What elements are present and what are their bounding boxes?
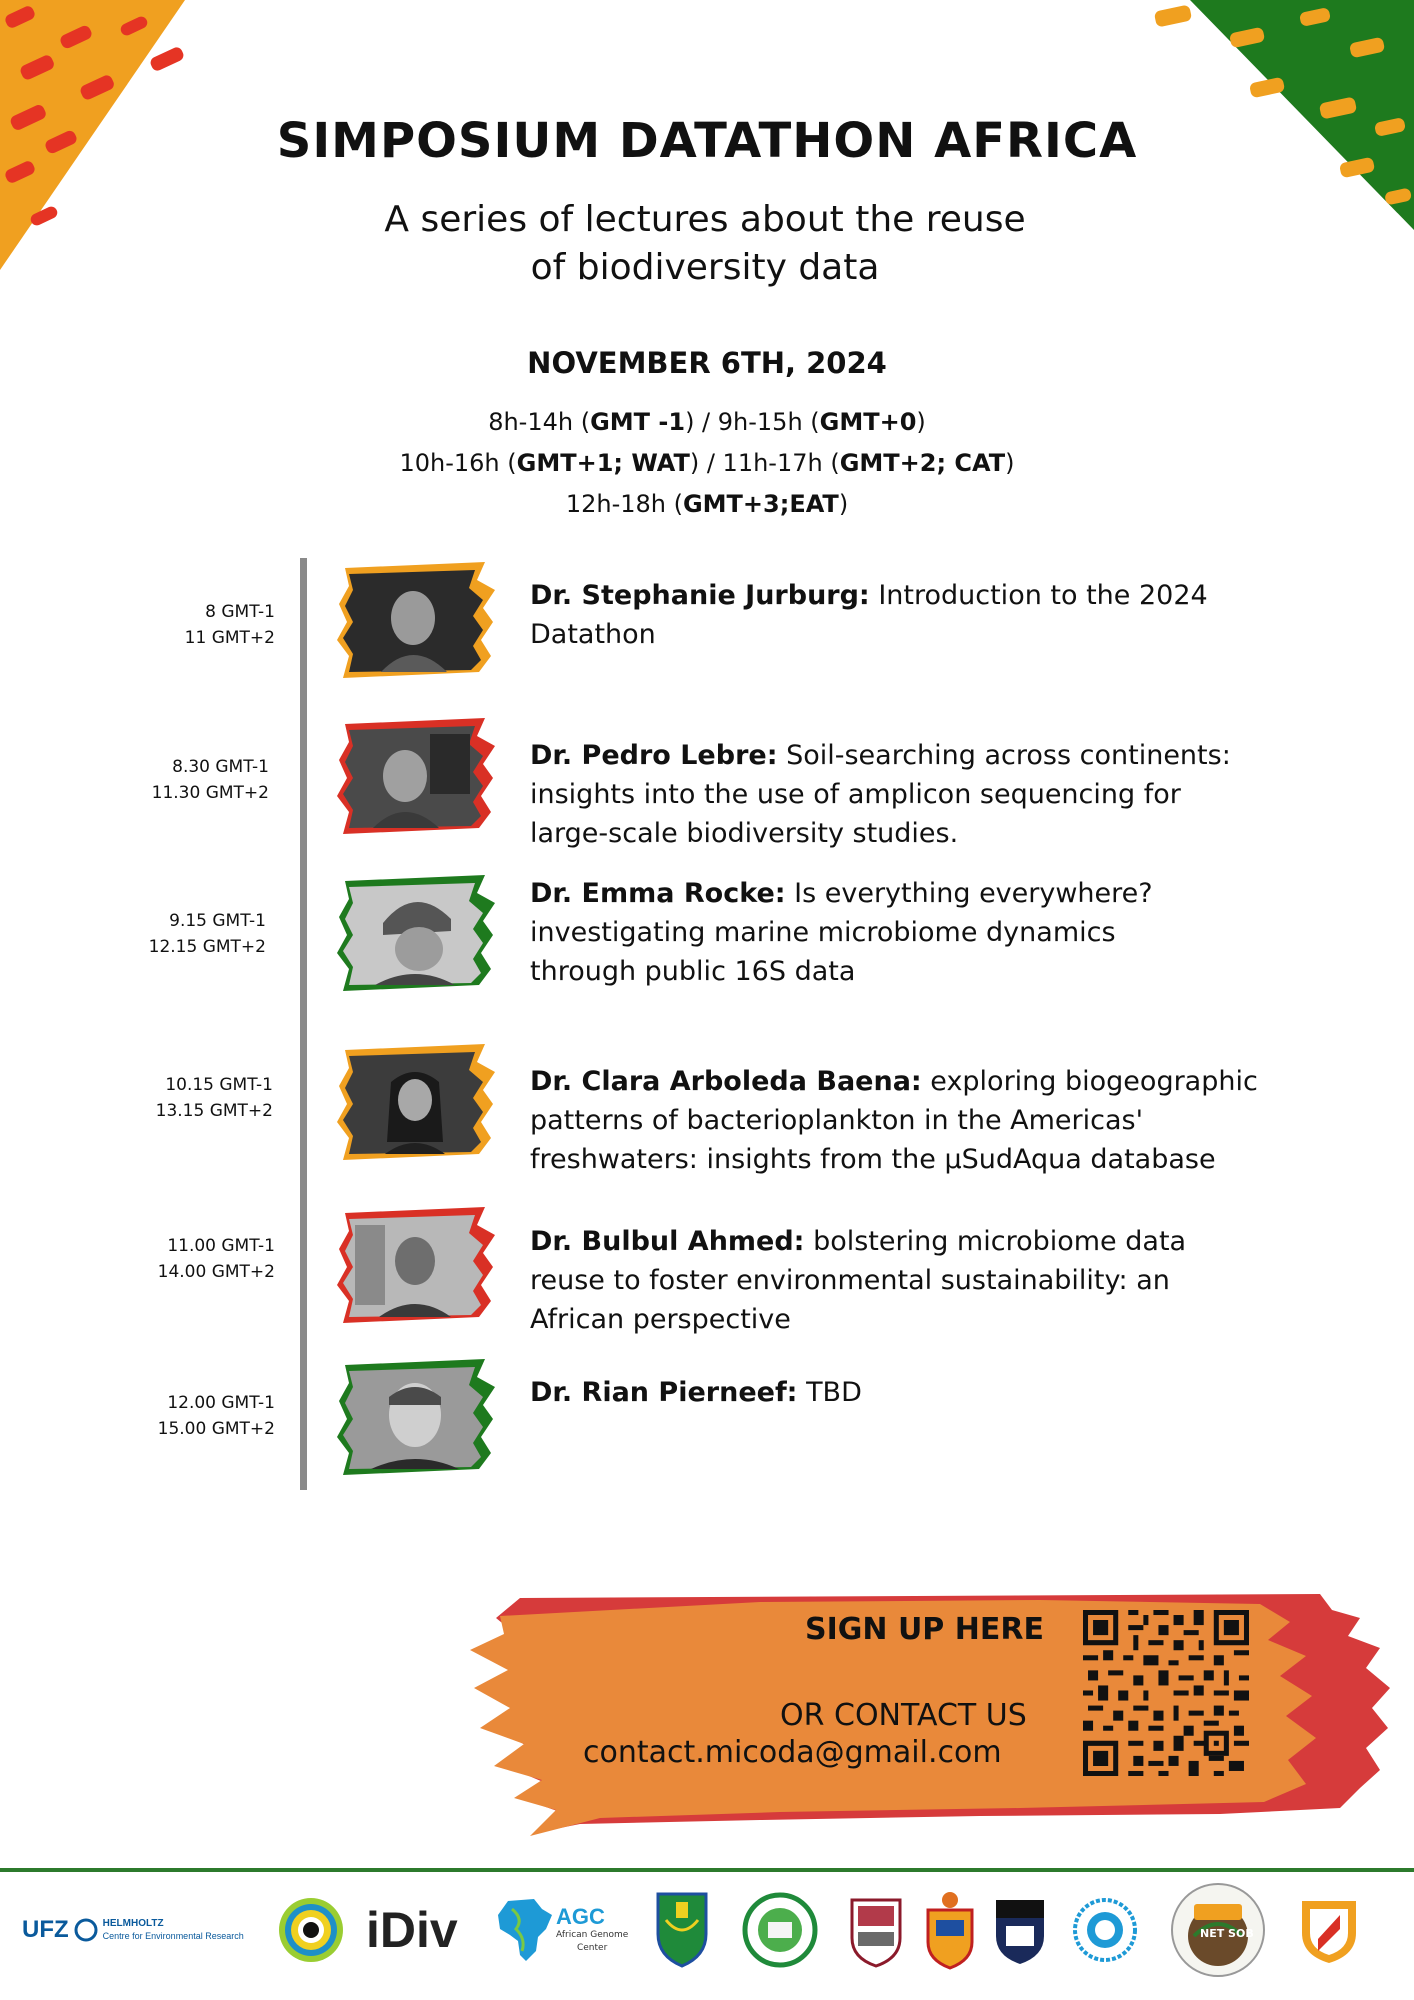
tz-text: ) bbox=[838, 490, 849, 518]
talk-title: TBD bbox=[797, 1377, 862, 1408]
round-seal-icon bbox=[1072, 1897, 1138, 1963]
tz-bold: GMT -1 bbox=[590, 408, 686, 436]
tz-text: ) / 9h-15h ( bbox=[685, 408, 820, 436]
speaker-photo bbox=[335, 560, 495, 680]
footer-divider bbox=[0, 1868, 1414, 1872]
idiv-text: iDiv bbox=[366, 1902, 458, 1958]
speaker-name: Dr. Rian Pierneef: bbox=[530, 1377, 798, 1408]
agc-text: AGC bbox=[556, 1904, 605, 1929]
qr-code[interactable] bbox=[1083, 1610, 1249, 1776]
talk-title: reuse to foster environmental sustainability: an bbox=[530, 1265, 1170, 1296]
tz-text: ) bbox=[1005, 449, 1015, 477]
university-crest-4 bbox=[922, 1890, 978, 1970]
eye-icon bbox=[276, 1895, 346, 1965]
tz-bold: GMT+3;EAT bbox=[682, 490, 839, 518]
talk-time bbox=[20, 1390, 275, 1442]
subtitle-line-1: A series of lectures about the reuse bbox=[384, 199, 1026, 240]
talk-time-gmt-minus-1: 10.15 GMT-1 bbox=[165, 1075, 273, 1095]
talk-time-gmt-minus-1: 11.00 GMT-1 bbox=[167, 1236, 275, 1256]
speaker-photo bbox=[335, 1357, 495, 1477]
talk-title: large-scale biodiversity studies. bbox=[530, 818, 959, 849]
speaker-photo bbox=[335, 1205, 495, 1325]
talk-time bbox=[18, 1072, 273, 1124]
talk-title: Introduction to the 2024 bbox=[869, 580, 1208, 611]
netsob-text: NET SOB bbox=[1200, 1927, 1254, 1940]
talk-title: Is everything everywhere? bbox=[785, 878, 1153, 909]
timezone-line-3 bbox=[0, 490, 1414, 518]
timeline-bar bbox=[300, 558, 307, 1490]
eye-logo bbox=[276, 1890, 346, 1970]
talk-title: insights into the use of amplicon sequencing for bbox=[530, 779, 1181, 810]
shield-icon bbox=[992, 1892, 1048, 1968]
university-crest-5 bbox=[992, 1890, 1048, 1970]
tz-text: 10h-16h ( bbox=[399, 449, 517, 477]
talk-description bbox=[530, 1062, 1300, 1179]
timezone-line-1 bbox=[0, 408, 1414, 436]
speaker-photo bbox=[335, 716, 495, 836]
agc-subtext-2: Center bbox=[576, 1943, 608, 1953]
talk-time-gmt-plus-2: 13.15 GMT+2 bbox=[155, 1101, 273, 1121]
page-title: SIMPOSIUM DATATHON AFRICA bbox=[276, 113, 1138, 169]
speaker-photo bbox=[335, 1042, 495, 1162]
talk-time bbox=[14, 754, 269, 806]
talk-time-gmt-plus-2: 12.15 GMT+2 bbox=[148, 937, 266, 957]
tz-text: ) bbox=[916, 408, 926, 436]
speaker-name: Dr. Pedro Lebre: bbox=[530, 740, 778, 771]
talk-description bbox=[530, 1222, 1300, 1339]
shield-icon bbox=[652, 1890, 712, 1970]
talk-time-gmt-minus-1: 8.30 GMT-1 bbox=[172, 757, 269, 777]
talk-title: Soil-searching across continents: bbox=[777, 740, 1231, 771]
university-crest-7 bbox=[1296, 1890, 1362, 1970]
talk-time-gmt-plus-2: 11 GMT+2 bbox=[184, 628, 275, 648]
university-crest-3 bbox=[848, 1890, 904, 1970]
ufz-logo bbox=[22, 1890, 244, 1970]
talk-time-gmt-plus-2: 11.30 GMT+2 bbox=[151, 783, 269, 803]
signup-title[interactable]: SIGN UP HERE bbox=[805, 1612, 1044, 1647]
ufz-text: UFZ bbox=[22, 1916, 69, 1943]
agc-logo bbox=[494, 1890, 628, 1970]
university-crest-2 bbox=[742, 1890, 818, 1970]
subtitle bbox=[300, 196, 1110, 292]
netsob-logo bbox=[1170, 1890, 1266, 1970]
talk-title: African perspective bbox=[530, 1304, 791, 1335]
tz-text: 12h-18h ( bbox=[565, 490, 683, 518]
speaker-name: Dr. Bulbul Ahmed: bbox=[530, 1226, 805, 1257]
talk-title: patterns of bacterioplankton in the Americas' bbox=[530, 1105, 1143, 1136]
speaker-name: Dr. Clara Arboleda Baena: bbox=[530, 1066, 922, 1097]
talk-time bbox=[20, 599, 275, 651]
talk-title: freshwaters: insights from the μSudAqua database bbox=[530, 1144, 1216, 1175]
talk-description bbox=[530, 874, 1300, 991]
talk-time-gmt-plus-2: 15.00 GMT+2 bbox=[157, 1419, 275, 1439]
talk-title: exploring biogeographic bbox=[921, 1066, 1258, 1097]
talk-time bbox=[20, 1233, 275, 1285]
round-seal-icon bbox=[742, 1892, 818, 1968]
talk-title: investigating marine microbiome dynamics bbox=[530, 917, 1116, 948]
helmholtz-text: HELMHOLTZ bbox=[102, 1918, 164, 1929]
event-date: NOVEMBER 6TH, 2024 bbox=[527, 346, 887, 380]
tz-bold: GMT+1; WAT bbox=[516, 449, 690, 477]
tz-bold: GMT+2; CAT bbox=[839, 449, 1006, 477]
contact-email[interactable]: contact.micoda@gmail.com bbox=[583, 1735, 1002, 1770]
tz-text: 8h-14h ( bbox=[488, 408, 591, 436]
talk-time-gmt-minus-1: 8 GMT-1 bbox=[205, 602, 275, 622]
tz-bold: GMT+0 bbox=[819, 408, 917, 436]
helmholtz-subtext: Centre for Environmental Research bbox=[102, 1931, 244, 1941]
speaker-name: Dr. Stephanie Jurburg: bbox=[530, 580, 870, 611]
university-crest-1 bbox=[652, 1890, 712, 1970]
talk-time bbox=[11, 908, 266, 960]
shield-icon bbox=[922, 1890, 978, 1970]
shield-icon bbox=[848, 1892, 904, 1968]
talk-title: through public 16S data bbox=[530, 956, 856, 987]
talk-description bbox=[530, 576, 1300, 654]
africa-map-icon bbox=[494, 1895, 554, 1965]
idiv-logo bbox=[366, 1890, 458, 1970]
speaker-photo bbox=[335, 873, 495, 993]
agc-subtext-1: African Genome bbox=[556, 1930, 629, 1940]
talk-title: Datathon bbox=[530, 619, 656, 650]
university-crest-6 bbox=[1072, 1890, 1138, 1970]
timezone-line-2 bbox=[0, 449, 1414, 477]
shield-icon bbox=[1296, 1895, 1362, 1965]
speaker-name: Dr. Emma Rocke: bbox=[530, 878, 786, 909]
talk-description bbox=[530, 736, 1300, 853]
talk-description bbox=[530, 1373, 1300, 1412]
ufz-circle-icon bbox=[73, 1917, 99, 1943]
subtitle-line-2: of biodiversity data bbox=[530, 247, 880, 288]
talk-time-gmt-minus-1: 9.15 GMT-1 bbox=[169, 911, 266, 931]
talk-time-gmt-minus-1: 12.00 GMT-1 bbox=[167, 1393, 275, 1413]
contact-label: OR CONTACT US bbox=[780, 1698, 1027, 1733]
talk-time-gmt-plus-2: 14.00 GMT+2 bbox=[157, 1262, 275, 1282]
tz-text: ) / 11h-17h ( bbox=[689, 449, 840, 477]
talk-title: bolstering microbiome data bbox=[804, 1226, 1187, 1257]
